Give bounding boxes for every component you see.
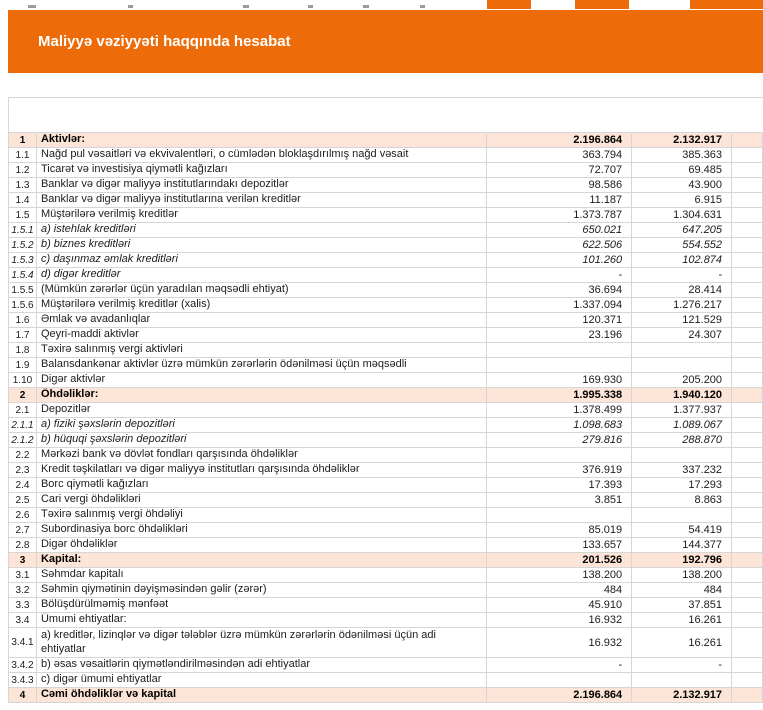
value-current-period: 363.794 xyxy=(487,148,632,163)
table-row xyxy=(9,343,763,358)
row-spacer xyxy=(732,148,763,163)
row-spacer xyxy=(732,313,763,328)
row-spacer xyxy=(732,583,763,598)
row-label: Depozitlər xyxy=(37,403,487,418)
report-banner xyxy=(8,10,763,73)
value-previous-year: 37.851 xyxy=(632,598,732,613)
value-current-period: 376.919 xyxy=(487,463,632,478)
table-header-row xyxy=(9,98,763,133)
row-label: Digər öhdəliklər xyxy=(37,538,487,553)
row-spacer xyxy=(732,298,763,313)
row-label: Səhmdar kapitalı xyxy=(37,568,487,583)
value-current-period: 36.694 xyxy=(487,283,632,298)
value-previous-year: 102.874 xyxy=(632,253,732,268)
row-number: 3.4.2 xyxy=(9,658,37,673)
header-spacer xyxy=(732,98,763,133)
table-row xyxy=(9,298,763,313)
row-spacer xyxy=(732,508,763,523)
value-current-period: 120.371 xyxy=(487,313,632,328)
row-spacer xyxy=(732,358,763,373)
top-strip xyxy=(0,0,763,9)
row-spacer xyxy=(732,613,763,628)
row-label: Qeyri-maddi aktivlər xyxy=(37,328,487,343)
row-spacer xyxy=(732,373,763,388)
value-current-period: 1.098.683 xyxy=(487,418,632,433)
row-spacer xyxy=(732,253,763,268)
row-spacer xyxy=(732,268,763,283)
row-number: 1.5.1 xyxy=(9,223,37,238)
table-row xyxy=(9,448,763,463)
value-current-period xyxy=(487,343,632,358)
table-row xyxy=(9,253,763,268)
top-strip-fragment xyxy=(420,5,425,8)
row-label: Öhdəliklər: xyxy=(37,388,487,403)
row-spacer xyxy=(732,343,763,358)
table-row xyxy=(9,238,763,253)
value-current-period: 1.995.338 xyxy=(487,388,632,403)
row-number: 3.4 xyxy=(9,613,37,628)
row-spacer xyxy=(732,688,763,703)
row-spacer xyxy=(732,673,763,688)
row-number: 1.10 xyxy=(9,373,37,388)
row-number: 3.1 xyxy=(9,568,37,583)
table-row xyxy=(9,523,763,538)
top-strip-fragment xyxy=(308,5,313,8)
row-spacer xyxy=(732,433,763,448)
value-current-period: 2.196.864 xyxy=(487,688,632,703)
top-strip-cell xyxy=(575,0,629,9)
row-label: d) digər kreditlər xyxy=(37,268,487,283)
row-spacer xyxy=(732,193,763,208)
value-previous-year: 1.304.631 xyxy=(632,208,732,223)
value-current-period: 650.021 xyxy=(487,223,632,238)
table-row xyxy=(9,628,763,658)
row-spacer xyxy=(732,388,763,403)
row-label: Ümumi ehtiyatlar: xyxy=(37,613,487,628)
value-previous-year: 484 xyxy=(632,583,732,598)
row-label: c) digər ümumi ehtiyatlar xyxy=(37,673,487,688)
table-row xyxy=(9,163,763,178)
value-previous-year: 6.915 xyxy=(632,193,732,208)
value-previous-year: 385.363 xyxy=(632,148,732,163)
row-label: Təxirə salınmış vergi aktivləri xyxy=(37,343,487,358)
value-current-period: 279.816 xyxy=(487,433,632,448)
table-body xyxy=(9,133,763,703)
row-label: c) daşınmaz əmlak kreditləri xyxy=(37,253,487,268)
row-label: (Mümkün zərərlər üçün yaradılan məqsədli ehtiyat) xyxy=(37,283,487,298)
row-number: 1.5.2 xyxy=(9,238,37,253)
row-spacer xyxy=(732,628,763,658)
top-strip-fragment xyxy=(363,5,369,8)
table-row xyxy=(9,433,763,448)
top-strip-cell xyxy=(487,0,531,9)
table-row xyxy=(9,223,763,238)
row-number: 1.4 xyxy=(9,193,37,208)
value-previous-year: 69.485 xyxy=(632,163,732,178)
header-current-period: Hesabat dövrü xyxy=(487,98,632,133)
value-current-period: 11.187 xyxy=(487,193,632,208)
row-label: Nağd pul vəsaitləri və ekvivalentləri, o cümlədən bloklaşdırılmış nağd vəsait xyxy=(37,148,487,163)
value-current-period: 3.851 xyxy=(487,493,632,508)
row-label: b) əsas vəsaitlərin qiymətləndirilməsindən adi ehtiyatlar xyxy=(37,658,487,673)
table-row xyxy=(9,478,763,493)
row-spacer xyxy=(732,523,763,538)
row-spacer xyxy=(732,133,763,148)
row-label: a) fiziki şəxslərin depozitləri xyxy=(37,418,487,433)
row-number: 2 xyxy=(9,388,37,403)
value-current-period: 169.930 xyxy=(487,373,632,388)
table-row xyxy=(9,358,763,373)
value-current-period: 201.526 xyxy=(487,553,632,568)
value-previous-year: 205.200 xyxy=(632,373,732,388)
row-number: 2.1.2 xyxy=(9,433,37,448)
value-previous-year: 138.200 xyxy=(632,568,732,583)
row-number: 2.3 xyxy=(9,463,37,478)
row-number: 1.5.5 xyxy=(9,283,37,298)
value-current-period: 484 xyxy=(487,583,632,598)
row-spacer xyxy=(732,328,763,343)
row-label: Aktivlər: xyxy=(37,133,487,148)
row-number: 2.5 xyxy=(9,493,37,508)
table-row xyxy=(9,568,763,583)
table-row xyxy=(9,673,763,688)
row-label: Digər aktivlər xyxy=(37,373,487,388)
page-title: Maliyyə vəziyyəti haqqında hesabat xyxy=(38,33,291,50)
row-spacer xyxy=(732,208,763,223)
top-strip-fragment xyxy=(243,5,249,8)
value-previous-year: 1.940.120 xyxy=(632,388,732,403)
row-label: Əmlak və avadanlıqlar xyxy=(37,313,487,328)
value-current-period: 72.707 xyxy=(487,163,632,178)
value-previous-year: - xyxy=(632,658,732,673)
row-number: 4 xyxy=(9,688,37,703)
row-label: Kredit təşkilatları və digər maliyyə institutları qarşısında öhdəliklər xyxy=(37,463,487,478)
value-current-period: 622.506 xyxy=(487,238,632,253)
value-previous-year: 8.863 xyxy=(632,493,732,508)
value-current-period: 133.657 xyxy=(487,538,632,553)
row-spacer xyxy=(732,463,763,478)
row-spacer xyxy=(732,493,763,508)
row-number: 1.1 xyxy=(9,148,37,163)
value-current-period: 16.932 xyxy=(487,613,632,628)
table-row xyxy=(9,313,763,328)
table-row xyxy=(9,328,763,343)
row-label: Banklar və digər maliyyə institutlarına verilən kreditlər xyxy=(37,193,487,208)
row-label: Banklar və digər maliyyə institutlarındakı depozitlər xyxy=(37,178,487,193)
value-previous-year: 1.377.937 xyxy=(632,403,732,418)
table-row xyxy=(9,688,763,703)
table-row xyxy=(9,283,763,298)
value-previous-year: 554.552 xyxy=(632,238,732,253)
row-spacer xyxy=(732,538,763,553)
value-previous-year: 2.132.917 xyxy=(632,688,732,703)
table-row xyxy=(9,493,763,508)
row-spacer xyxy=(732,283,763,298)
row-label: Müştərilərə verilmiş kreditlər xyxy=(37,208,487,223)
row-spacer xyxy=(732,178,763,193)
header-description-cell xyxy=(37,98,487,133)
row-number: 2.1.1 xyxy=(9,418,37,433)
value-previous-year: 16.261 xyxy=(632,613,732,628)
row-spacer xyxy=(732,478,763,493)
row-spacer xyxy=(732,553,763,568)
value-previous-year xyxy=(632,358,732,373)
row-spacer xyxy=(732,403,763,418)
row-number: 1.6 xyxy=(9,313,37,328)
row-label: Cəmi öhdəliklər və kapital xyxy=(37,688,487,703)
row-number: 1.5.4 xyxy=(9,268,37,283)
table-row xyxy=(9,133,763,148)
row-label: Subordinasiya borc öhdəlikləri xyxy=(37,523,487,538)
value-current-period xyxy=(487,358,632,373)
table-row xyxy=(9,193,763,208)
row-number: 3.4.3 xyxy=(9,673,37,688)
row-spacer xyxy=(732,448,763,463)
value-current-period xyxy=(487,673,632,688)
row-spacer xyxy=(732,163,763,178)
row-number: 1.5 xyxy=(9,208,37,223)
value-current-period: 17.393 xyxy=(487,478,632,493)
value-previous-year: 1.089.067 xyxy=(632,418,732,433)
row-number: 2.7 xyxy=(9,523,37,538)
table-row xyxy=(9,553,763,568)
row-label: Bölüşdürülməmiş mənfəət xyxy=(37,598,487,613)
row-spacer xyxy=(732,223,763,238)
value-current-period: 16.932 xyxy=(487,628,632,658)
row-label: Müştərilərə verilmiş kreditlər (xalis) xyxy=(37,298,487,313)
header-number-cell xyxy=(9,98,37,133)
table-row xyxy=(9,208,763,223)
value-current-period xyxy=(487,508,632,523)
financial-table xyxy=(8,97,763,703)
value-current-period: 85.019 xyxy=(487,523,632,538)
row-label: b) biznes kreditləri xyxy=(37,238,487,253)
row-label: a) istehlak kreditləri xyxy=(37,223,487,238)
row-label: Kapital: xyxy=(37,553,487,568)
table-row xyxy=(9,463,763,478)
row-number: 2.4 xyxy=(9,478,37,493)
value-previous-year xyxy=(632,508,732,523)
row-number: 1 xyxy=(9,133,37,148)
table-row xyxy=(9,148,763,163)
row-label: Borc qiymətli kağızları xyxy=(37,478,487,493)
value-current-period: 2.196.864 xyxy=(487,133,632,148)
value-previous-year: 144.377 xyxy=(632,538,732,553)
row-label: a) kreditlər, lizinqlər və digər tələblər üzrə mümkün zərərlərin ödənilməsi üçün adi ehtiyatlar xyxy=(37,628,487,658)
table-row xyxy=(9,403,763,418)
table-row xyxy=(9,388,763,403)
value-previous-year: 28.414 xyxy=(632,283,732,298)
value-current-period xyxy=(487,448,632,463)
value-current-period: 101.260 xyxy=(487,253,632,268)
row-number: 1.2 xyxy=(9,163,37,178)
row-label: Cari vergi öhdəlikləri xyxy=(37,493,487,508)
row-label: Səhmin qiymətinin dəyişməsindən gəlir (zərər) xyxy=(37,583,487,598)
value-previous-year: 54.419 xyxy=(632,523,732,538)
row-number: 3 xyxy=(9,553,37,568)
row-number: 2.1 xyxy=(9,403,37,418)
row-number: 2.6 xyxy=(9,508,37,523)
value-current-period: 1.378.499 xyxy=(487,403,632,418)
row-spacer xyxy=(732,658,763,673)
row-number: 3.4.1 xyxy=(9,628,37,658)
row-number: 3.2 xyxy=(9,583,37,598)
row-number: 2.8 xyxy=(9,538,37,553)
value-previous-year xyxy=(632,343,732,358)
value-previous-year: 647.205 xyxy=(632,223,732,238)
top-strip-fragment xyxy=(128,5,133,8)
row-number: 1.9 xyxy=(9,358,37,373)
value-previous-year: 16.261 xyxy=(632,628,732,658)
value-current-period: 45.910 xyxy=(487,598,632,613)
value-current-period: 138.200 xyxy=(487,568,632,583)
row-number: 1.3 xyxy=(9,178,37,193)
value-previous-year: 121.529 xyxy=(632,313,732,328)
table-row xyxy=(9,583,763,598)
value-previous-year xyxy=(632,673,732,688)
row-spacer xyxy=(732,568,763,583)
value-previous-year xyxy=(632,448,732,463)
row-spacer xyxy=(732,238,763,253)
value-previous-year: 337.232 xyxy=(632,463,732,478)
value-previous-year: - xyxy=(632,268,732,283)
row-spacer xyxy=(732,418,763,433)
value-current-period: - xyxy=(487,268,632,283)
row-number: 2.2 xyxy=(9,448,37,463)
top-strip-fragment xyxy=(28,5,36,8)
value-previous-year: 24.307 xyxy=(632,328,732,343)
row-label: Təxirə salınmış vergi öhdəliyi xyxy=(37,508,487,523)
value-previous-year: 288.870 xyxy=(632,433,732,448)
value-current-period: 1.337.094 xyxy=(487,298,632,313)
row-number: 1.5.6 xyxy=(9,298,37,313)
table-row xyxy=(9,508,763,523)
row-label: Mərkəzi bank və dövlət fondları qarşısında öhdəliklər xyxy=(37,448,487,463)
header-previous-year: Ötən ilin sonu xyxy=(632,98,732,133)
value-current-period: 98.586 xyxy=(487,178,632,193)
row-number: 1.8 xyxy=(9,343,37,358)
row-label: b) hüquqi şəxslərin depozitləri xyxy=(37,433,487,448)
value-previous-year: 2.132.917 xyxy=(632,133,732,148)
value-current-period: - xyxy=(487,658,632,673)
row-number: 1.7 xyxy=(9,328,37,343)
table-row xyxy=(9,538,763,553)
table-row xyxy=(9,373,763,388)
row-label: Balansdankənar aktivlər üzrə mümkün zərərlərin ödənilməsi üçün məqsədli xyxy=(37,358,487,373)
table-row xyxy=(9,418,763,433)
value-previous-year: 1.276.217 xyxy=(632,298,732,313)
top-strip-cell xyxy=(690,0,763,9)
table-row xyxy=(9,268,763,283)
row-label: Ticarət və investisiya qiymətli kağızları xyxy=(37,163,487,178)
row-number: 3.3 xyxy=(9,598,37,613)
value-current-period: 23.196 xyxy=(487,328,632,343)
value-previous-year: 192.796 xyxy=(632,553,732,568)
table-row xyxy=(9,658,763,673)
value-previous-year: 43.900 xyxy=(632,178,732,193)
value-current-period: 1.373.787 xyxy=(487,208,632,223)
row-spacer xyxy=(732,598,763,613)
table-row xyxy=(9,598,763,613)
table-row xyxy=(9,613,763,628)
table-row xyxy=(9,178,763,193)
value-previous-year: 17.293 xyxy=(632,478,732,493)
row-number: 1.5.3 xyxy=(9,253,37,268)
